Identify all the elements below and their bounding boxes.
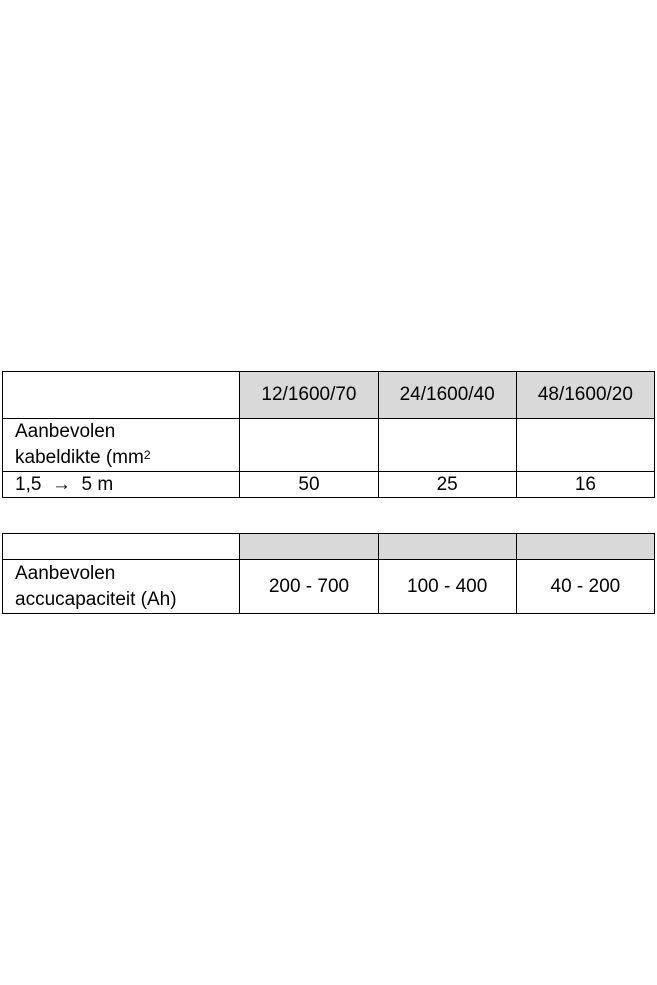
empty-cell — [240, 419, 378, 472]
battery-value-cell: 40 - 200 — [516, 560, 654, 614]
recommended-cable-label — [3, 419, 240, 472]
empty-cell — [378, 419, 516, 472]
battery-capacity-label — [3, 560, 240, 614]
length-text: 1,5 → 5 m — [15, 473, 114, 495]
battery-value-cell: 100 - 400 — [378, 560, 516, 614]
label-line: kabeldikte (mm — [15, 447, 144, 468]
cable-thickness-table — [2, 371, 655, 498]
label-line: accucapaciteit (Ah) — [15, 588, 177, 610]
model-header-row — [3, 372, 655, 419]
empty-cell — [516, 419, 654, 472]
battery-value-cell: 200 - 700 — [240, 560, 378, 614]
cable-value-cell: 16 — [516, 472, 654, 498]
battery-header-row — [3, 534, 655, 560]
label-line: Aanbevolen — [15, 562, 116, 584]
cable-length-row — [3, 472, 655, 498]
battery-capacity-table — [2, 533, 655, 614]
model-header-cell: 48/1600/20 — [516, 372, 654, 419]
cable-length-label — [3, 472, 240, 498]
model-header-cell: 12/1600/70 — [240, 372, 378, 419]
cable-value-cell: 50 — [240, 472, 378, 498]
shaded-header-cell — [516, 534, 654, 560]
recommended-cable-row — [3, 419, 655, 472]
battery-capacity-row — [3, 560, 655, 614]
superscript: 2 — [143, 448, 151, 462]
cable-value-cell: 25 — [378, 472, 516, 498]
model-header-cell: 24/1600/40 — [378, 372, 516, 419]
shaded-header-cell — [378, 534, 516, 560]
label-line: Aanbevolen — [15, 421, 116, 442]
empty-header-cell — [3, 372, 240, 419]
shaded-header-cell — [240, 534, 378, 560]
empty-header-cell — [3, 534, 240, 560]
